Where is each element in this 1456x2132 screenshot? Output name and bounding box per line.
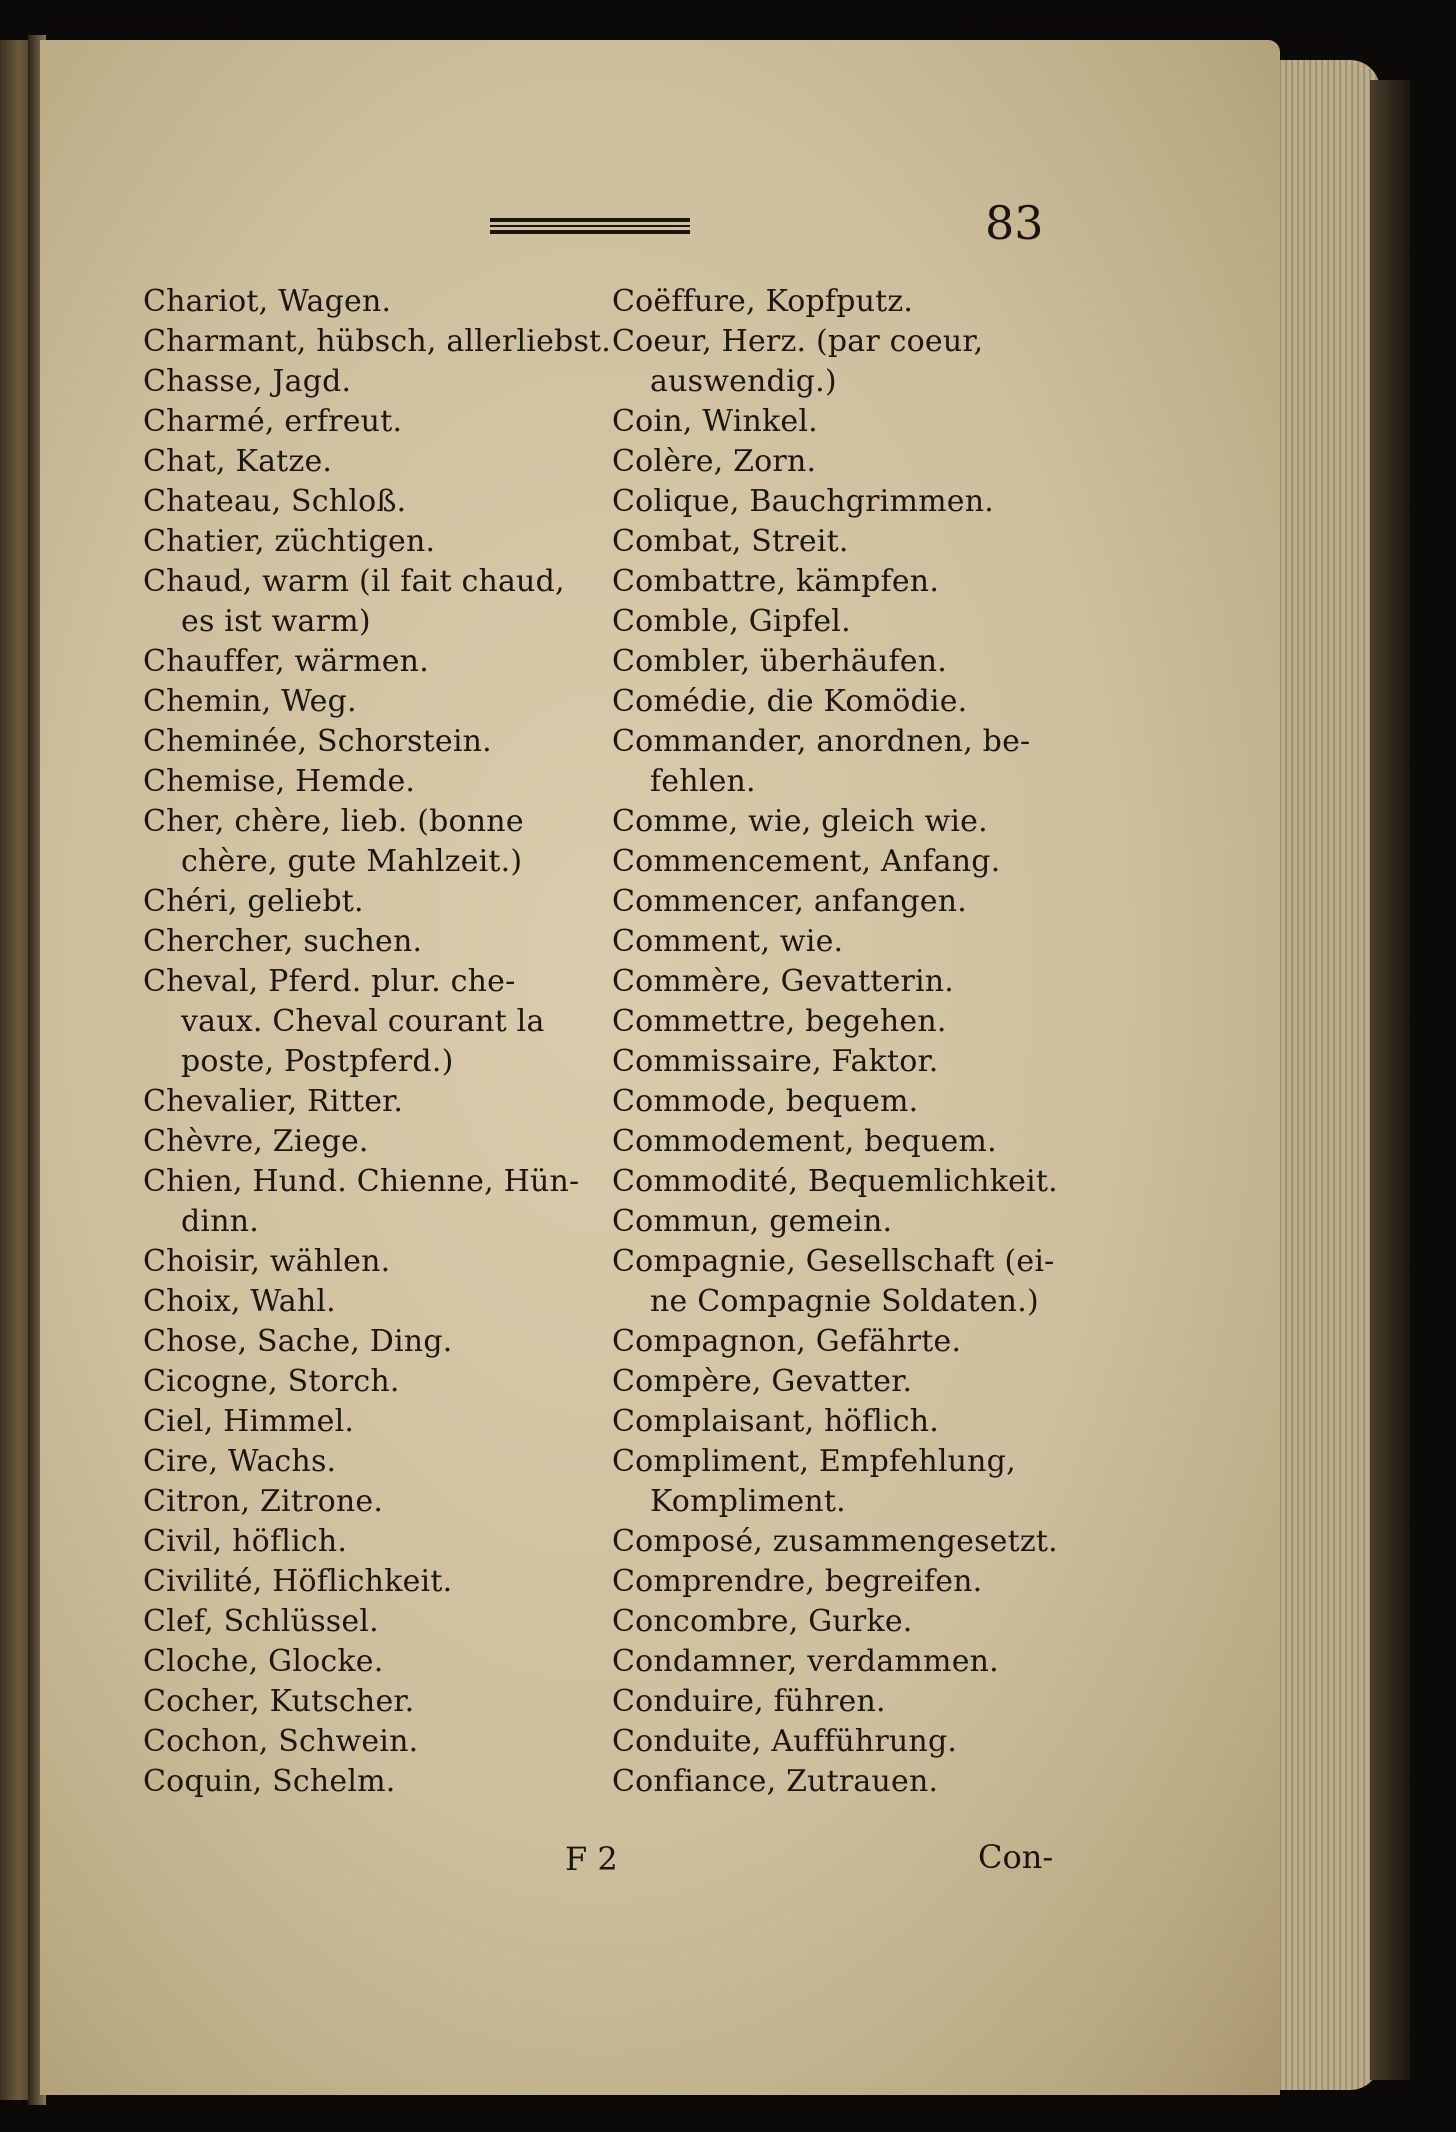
dictionary-entry: Charmé, erfreut. <box>143 404 403 439</box>
dictionary-entry: Cochon, Schwein. <box>143 1724 419 1759</box>
page-number: 83 <box>985 196 1044 250</box>
dictionary-entry: Colique, Bauchgrimmen. <box>612 484 994 519</box>
left-dictionary-column <box>143 282 612 1802</box>
dictionary-entry-continuation: dinn. <box>181 1204 259 1239</box>
dictionary-entry: Commodité, Bequemlichkeit. <box>612 1164 1058 1199</box>
dictionary-entry: Citron, Zitrone. <box>143 1484 384 1519</box>
dictionary-entry: Clef, Schlüssel. <box>143 1604 379 1639</box>
dictionary-entry: Chien, Hund. Chienne, Hün- <box>143 1164 580 1199</box>
dictionary-entry: Colère, Zorn. <box>612 444 817 479</box>
right-dictionary-column <box>612 282 1082 1802</box>
dictionary-entry: Chateau, Schloß. <box>143 484 407 519</box>
dictionary-entry: Commander, anordnen, be- <box>612 724 1031 759</box>
dictionary-entry: Comble, Gipfel. <box>612 604 851 639</box>
dictionary-entry: Cloche, Glocke. <box>143 1644 384 1679</box>
cover-edge <box>1370 80 1410 2080</box>
dictionary-entry: Chose, Sache, Ding. <box>143 1324 453 1359</box>
dictionary-entry: Comme, wie, gleich wie. <box>612 804 988 839</box>
dictionary-entry: Commencement, Anfang. <box>612 844 1001 879</box>
dictionary-entry: Chemise, Hemde. <box>143 764 416 799</box>
dictionary-entry: Commodement, bequem. <box>612 1124 997 1159</box>
dictionary-entry: Choix, Wahl. <box>143 1284 336 1319</box>
dictionary-entry: Composé, zusammengesetzt. <box>612 1524 1058 1559</box>
dictionary-entry: Charmant, hübsch, allerliebst. <box>143 324 612 359</box>
dictionary-entry: Combler, überhäufen. <box>612 644 947 679</box>
dictionary-entry: Cicogne, Storch. <box>143 1364 400 1399</box>
dictionary-entry: Cher, chère, lieb. (bonne <box>143 804 524 839</box>
dictionary-entry: Chat, Katze. <box>143 444 333 479</box>
dictionary-entry: Condamner, verdammen. <box>612 1644 999 1679</box>
dictionary-entry: Chatier, züchtigen. <box>143 524 436 559</box>
dictionary-entry: Comédie, die Komödie. <box>612 684 968 719</box>
dictionary-entry: Complaisant, höflich. <box>612 1404 940 1439</box>
dictionary-entry-continuation: fehlen. <box>650 764 756 799</box>
dictionary-entry-continuation: es ist warm) <box>181 604 371 639</box>
dictionary-entry-continuation: vaux. Cheval courant la <box>181 1004 545 1039</box>
dictionary-entry-continuation: poste, Postpferd.) <box>181 1044 454 1079</box>
header-rule <box>490 218 690 234</box>
dictionary-entry: Ciel, Himmel. <box>143 1404 355 1439</box>
dictionary-entry: Chéri, geliebt. <box>143 884 364 919</box>
dictionary-entry: Commode, bequem. <box>612 1084 919 1119</box>
dictionary-entry: Choisir, wählen. <box>143 1244 391 1279</box>
dictionary-entry-continuation: Kompliment. <box>650 1484 846 1519</box>
dictionary-entry-continuation: ne Compagnie Soldaten.) <box>650 1284 1039 1319</box>
dictionary-entry: Chasse, Jagd. <box>143 364 352 399</box>
dictionary-entry: Chemin, Weg. <box>143 684 357 719</box>
dictionary-entry: Confiance, Zutrauen. <box>612 1764 939 1799</box>
dictionary-entry: Cheminée, Schorstein. <box>143 724 492 759</box>
dictionary-entry: Comprendre, begreifen. <box>612 1564 983 1599</box>
dictionary-entry: Commun, gemein. <box>612 1204 893 1239</box>
signature-mark: F 2 <box>565 1840 618 1878</box>
dictionary-entry: Compagnon, Gefährte. <box>612 1324 962 1359</box>
dictionary-entry: Conduite, Aufführung. <box>612 1724 958 1759</box>
dictionary-entry: Chauffer, wärmen. <box>143 644 429 679</box>
dictionary-entry: Commencer, anfangen. <box>612 884 967 919</box>
dictionary-entry: Commissaire, Faktor. <box>612 1044 939 1079</box>
dictionary-entry: Coeur, Herz. (par coeur, <box>612 324 984 359</box>
dictionary-entry: Conduire, führen. <box>612 1684 886 1719</box>
dictionary-entry-continuation: auswendig.) <box>650 364 837 399</box>
dictionary-entry: Commère, Gevatterin. <box>612 964 955 999</box>
dictionary-entry: Chercher, suchen. <box>143 924 423 959</box>
dictionary-entry: Combattre, kämpfen. <box>612 564 940 599</box>
dictionary-entry: Concombre, Gurke. <box>612 1604 913 1639</box>
dictionary-entry: Combat, Streit. <box>612 524 849 559</box>
dictionary-entry: Chèvre, Ziege. <box>143 1124 369 1159</box>
dictionary-entry-continuation: chère, gute Mahlzeit.) <box>181 844 523 879</box>
dictionary-entry: Compliment, Empfehlung, <box>612 1444 1016 1479</box>
dictionary-entry: Compagnie, Gesellschaft (ei- <box>612 1244 1055 1279</box>
dictionary-entry: Comment, wie. <box>612 924 844 959</box>
dictionary-entry: Commettre, begehen. <box>612 1004 947 1039</box>
dictionary-entry: Coin, Winkel. <box>612 404 818 439</box>
dictionary-entry: Chevalier, Ritter. <box>143 1084 404 1119</box>
dictionary-entry: Coëffure, Kopfputz. <box>612 284 914 319</box>
dictionary-entry: Cheval, Pferd. plur. che- <box>143 964 516 999</box>
dictionary-entry: Compère, Gevatter. <box>612 1364 913 1399</box>
dictionary-entry: Civil, höflich. <box>143 1524 348 1559</box>
dictionary-entry: Cire, Wachs. <box>143 1444 337 1479</box>
dictionary-entry: Chariot, Wagen. <box>143 284 392 319</box>
dictionary-entry: Civilité, Höflichkeit. <box>143 1564 453 1599</box>
dictionary-entry: Chaud, warm (il fait chaud, <box>143 564 565 599</box>
catchword: Con- <box>978 1838 1054 1876</box>
dictionary-entry: Coquin, Schelm. <box>143 1764 396 1799</box>
dictionary-entry: Cocher, Kutscher. <box>143 1684 415 1719</box>
